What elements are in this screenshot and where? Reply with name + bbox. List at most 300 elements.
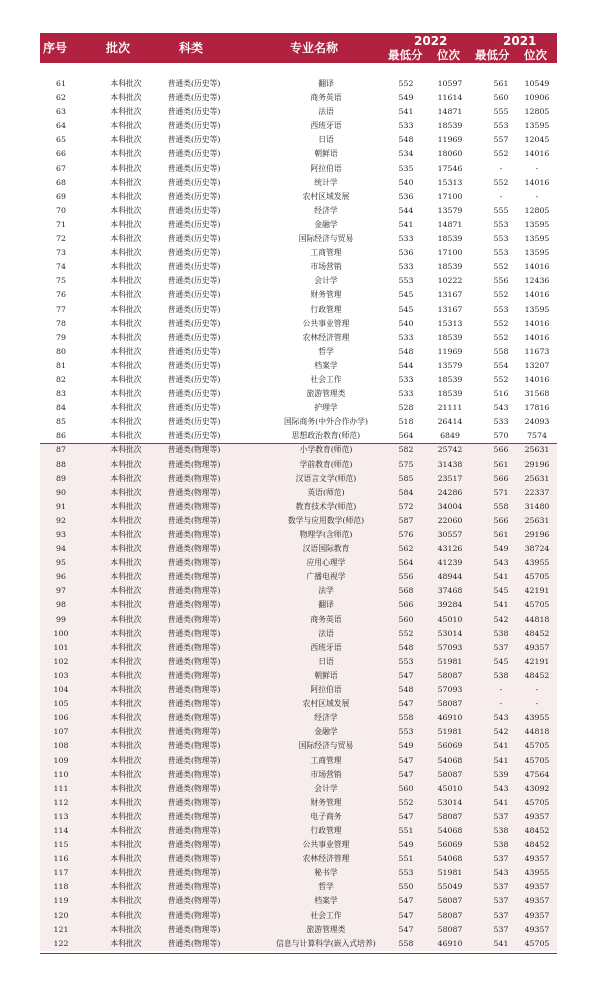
row-batch: 本科批次: [110, 107, 142, 117]
row-category: 普通类(物理等): [167, 699, 221, 709]
row-major: 翻译: [318, 600, 334, 610]
table-row: [40, 937, 557, 951]
row-rank-2021: 14016: [524, 290, 550, 300]
row-category: 普通类(物理等): [167, 825, 221, 835]
row-rank-2021: 25631: [524, 473, 550, 483]
row-min-score-2022: 560: [398, 614, 414, 624]
row-rank-2021: 49357: [524, 924, 550, 934]
row-min-score-2022: 534: [398, 149, 414, 159]
row-batch: 本科批次: [110, 882, 142, 892]
row-min-score-2021: 561: [493, 79, 509, 88]
table-row: [40, 486, 557, 500]
row-min-score-2021: 541: [493, 600, 509, 610]
row-batch: 本科批次: [110, 783, 142, 793]
row-index: 97: [56, 586, 66, 596]
row-major: 国际商务(中外合作办学): [283, 417, 369, 427]
row-min-score-2022: 547: [398, 769, 414, 779]
row-min-score-2022: 572: [398, 501, 414, 511]
row-min-score-2021: 558: [493, 501, 509, 511]
row-rank-2021: 14016: [524, 149, 550, 159]
row-min-score-2022: 547: [398, 670, 414, 680]
row-batch: 本科批次: [110, 304, 142, 314]
row-index: 112: [53, 797, 69, 807]
row-min-score-2021: 538: [493, 670, 509, 680]
row-major: 财务管理: [310, 797, 342, 807]
row-min-score-2022: 553: [398, 656, 414, 666]
row-category: 普通类(历史等): [167, 219, 221, 229]
row-rank-2021: 10549: [524, 79, 550, 88]
row-min-score-2021: 560: [493, 93, 509, 103]
row-min-score-2022: 552: [398, 628, 414, 638]
row-min-score-2022: 540: [398, 177, 414, 187]
row-category: 普通类(物理等): [167, 473, 221, 483]
row-rank-2022: 10222: [437, 276, 463, 286]
row-category: 普通类(历史等): [167, 135, 221, 145]
row-batch: 本科批次: [110, 572, 142, 582]
row-rank-2021: 17816: [524, 403, 550, 413]
table-row: [40, 443, 557, 457]
row-major: 英语(师范): [307, 487, 345, 497]
row-batch: 本科批次: [110, 797, 142, 807]
row-rank-2021: 25631: [524, 515, 550, 525]
row-min-score-2022: 547: [398, 699, 414, 709]
row-min-score-2022: 566: [398, 600, 414, 610]
row-category: 普通类(历史等): [167, 107, 221, 117]
row-rank-2022: 39284: [437, 600, 463, 610]
table-row: [40, 401, 557, 415]
row-batch: 本科批次: [110, 600, 142, 610]
row-rank-2022: 53014: [437, 628, 463, 638]
row-min-score-2021: 545: [493, 656, 509, 666]
row-min-score-2021: 538: [493, 840, 509, 850]
row-min-score-2022: 548: [398, 685, 414, 695]
row-major: 法语: [318, 107, 334, 117]
table-row: [40, 429, 557, 443]
row-category: 普通类(物理等): [167, 600, 221, 610]
row-rank-2021: 48452: [524, 670, 550, 680]
row-min-score-2022: 541: [398, 107, 414, 117]
row-rank-2022: 26414: [437, 417, 463, 427]
row-rank-2022: 58087: [437, 910, 463, 920]
row-index: 71: [56, 219, 66, 229]
row-rank-2022: 51981: [437, 868, 463, 878]
row-batch: 本科批次: [110, 628, 142, 638]
row-batch: 本科批次: [110, 191, 142, 201]
row-rank-2021: 48452: [524, 840, 550, 850]
row-category: 普通类(物理等): [167, 544, 221, 554]
row-category: 普通类(物理等): [167, 896, 221, 906]
row-min-score-2021: 566: [493, 473, 509, 483]
row-index: 90: [56, 487, 66, 497]
row-batch: 本科批次: [110, 389, 142, 399]
row-min-score-2021: 555: [493, 107, 509, 117]
row-min-score-2022: 533: [398, 121, 414, 131]
row-major: 法学: [318, 586, 334, 596]
row-rank-2022: 14871: [437, 219, 463, 229]
row-index: 113: [53, 811, 69, 821]
row-major: 信息与计算科学(嵌入式培养): [276, 938, 376, 948]
row-index: 87: [56, 445, 66, 455]
row-category: 普通类(物理等): [167, 530, 221, 539]
row-min-score-2022: 564: [398, 558, 414, 568]
row-min-score-2021: 537: [493, 811, 509, 821]
row-rank-2021: 48452: [524, 628, 550, 638]
row-category: 普通类(历史等): [167, 149, 221, 159]
row-rank-2022: 43126: [437, 544, 463, 554]
row-index: 83: [56, 389, 66, 399]
table-row: [40, 909, 557, 923]
row-major: 教育技术学(师范): [295, 501, 357, 511]
row-major: 国际经济与贸易: [298, 234, 354, 244]
row-batch: 本科批次: [110, 811, 142, 821]
table-row: [40, 514, 557, 528]
table-row: [40, 880, 557, 894]
row-min-score-2022: 548: [398, 642, 414, 652]
row-rank-2022: 13167: [437, 304, 463, 314]
row-min-score-2022: 528: [398, 403, 414, 413]
row-rank-2021: 14016: [524, 262, 550, 272]
row-min-score-2021: 552: [493, 332, 509, 342]
row-rank-2021: 38724: [524, 544, 550, 554]
row-rank-2022: 18539: [437, 389, 463, 399]
row-batch: 本科批次: [110, 825, 142, 835]
row-rank-2022: 58087: [437, 670, 463, 680]
row-min-score-2021: 541: [493, 755, 509, 765]
row-major: 会计学: [314, 276, 338, 286]
row-batch: 本科批次: [110, 135, 142, 145]
row-category: 普通类(历史等): [167, 248, 221, 258]
row-rank-2022: 58087: [437, 811, 463, 821]
row-major: 西班牙语: [310, 121, 342, 131]
row-major: 行政管理: [310, 825, 342, 835]
row-min-score-2021: 537: [493, 642, 509, 652]
row-rank-2022: 11969: [437, 346, 463, 356]
row-major: 公共事业管理: [302, 840, 350, 850]
row-rank-2022: 53014: [437, 797, 463, 807]
row-rank-2021: 49357: [524, 854, 550, 864]
row-rank-2021: 10906: [524, 93, 550, 103]
row-category: 普通类(历史等): [167, 191, 221, 201]
row-index: 81: [56, 360, 66, 370]
row-min-score-2021: 552: [493, 177, 509, 187]
row-rank-2022: 11614: [437, 93, 463, 103]
row-index: 68: [56, 177, 66, 187]
row-min-score-2022: 533: [398, 262, 414, 272]
table-row: [40, 641, 557, 655]
row-rank-2021: 12805: [524, 107, 550, 117]
table-row: [40, 528, 557, 542]
row-rank-2021: 13595: [524, 121, 550, 131]
row-major: 财务管理: [310, 290, 342, 300]
row-category: 普通类(历史等): [167, 290, 221, 300]
row-min-score-2021: 552: [493, 290, 509, 300]
table-row: [40, 190, 557, 204]
row-min-score-2021: 553: [493, 234, 509, 244]
table-row: [40, 303, 557, 317]
row-major: 档案学: [314, 360, 338, 370]
table-row: [40, 824, 557, 838]
row-batch: 本科批次: [110, 262, 142, 272]
row-major: 法语: [318, 628, 334, 638]
row-batch: 本科批次: [110, 290, 142, 300]
row-min-score-2022: 587: [398, 515, 414, 525]
row-category: 普通类(历史等): [167, 276, 221, 286]
row-batch: 本科批次: [110, 93, 142, 103]
table-row: [40, 655, 557, 669]
row-category: 普通类(物理等): [167, 445, 221, 455]
row-major: 商务英语: [310, 614, 342, 624]
row-min-score-2022: 553: [398, 868, 414, 878]
row-min-score-2022: 564: [398, 431, 414, 441]
row-min-score-2021: 566: [493, 515, 509, 525]
row-rank-2022: 56069: [437, 741, 463, 751]
row-min-score-2022: 547: [398, 924, 414, 934]
row-rank-2021: 14016: [524, 318, 550, 328]
row-min-score-2021: 539: [493, 769, 509, 779]
row-major: 经济学: [314, 713, 338, 723]
row-rank-2021: -: [535, 699, 539, 709]
row-category: 普通类(物理等): [167, 501, 221, 511]
row-min-score-2021: 537: [493, 854, 509, 864]
row-category: 普通类(物理等): [167, 783, 221, 793]
row-category: 普通类(物理等): [167, 741, 221, 751]
header-index: 序号: [43, 41, 68, 55]
row-batch: 本科批次: [110, 205, 142, 215]
row-major: 日语: [318, 656, 334, 666]
row-min-score-2022: 533: [398, 389, 414, 399]
row-batch: 本科批次: [110, 755, 142, 765]
row-rank-2021: 49357: [524, 882, 550, 892]
header-rank-2021: 位次: [524, 48, 547, 62]
row-rank-2022: 22060: [437, 515, 463, 525]
table-row: [40, 500, 557, 514]
row-batch: 本科批次: [110, 656, 142, 666]
row-major: 工商管理: [310, 248, 342, 258]
row-major: 国际经济与贸易: [298, 741, 354, 751]
row-index: 101: [53, 642, 69, 652]
table-bottom-rule: [40, 953, 557, 954]
row-min-score-2022: 545: [398, 304, 414, 314]
row-index: 105: [53, 699, 69, 709]
row-batch: 本科批次: [110, 332, 142, 342]
row-major: 市场营销: [310, 769, 342, 779]
row-category: 普通类(物理等): [167, 586, 221, 596]
row-rank-2021: 12045: [524, 135, 550, 145]
row-rank-2022: 58087: [437, 924, 463, 934]
row-major: 学前教育(师范): [299, 459, 353, 469]
row-category: 普通类(物理等): [167, 755, 221, 765]
row-major: 农林经济管理: [302, 854, 350, 864]
row-batch: 本科批次: [110, 854, 142, 864]
row-major: 社会工作: [310, 910, 342, 920]
row-rank-2021: 43955: [524, 868, 550, 878]
table-header: [40, 33, 557, 63]
row-min-score-2022: 547: [398, 896, 414, 906]
row-category: 普通类(历史等): [167, 234, 221, 244]
row-min-score-2021: 561: [493, 459, 509, 469]
row-rank-2021: 43955: [524, 558, 550, 568]
table-row: [40, 133, 557, 147]
row-major: 秘书学: [314, 868, 338, 878]
row-rank-2021: 49357: [524, 910, 550, 920]
row-min-score-2021: 543: [493, 713, 509, 723]
table-row: [40, 246, 557, 260]
row-batch: 本科批次: [110, 473, 142, 483]
row-min-score-2021: 516: [493, 389, 509, 399]
row-index: 106: [53, 713, 69, 723]
row-category: 普通类(物理等): [167, 854, 221, 864]
row-batch: 本科批次: [110, 149, 142, 159]
row-min-score-2021: 557: [493, 135, 509, 145]
row-rank-2021: 45705: [524, 600, 550, 610]
row-rank-2022: 13579: [437, 360, 463, 370]
row-index: 121: [53, 924, 69, 934]
row-batch: 本科批次: [110, 501, 142, 511]
row-min-score-2022: 535: [398, 163, 414, 173]
table-row: [40, 711, 557, 725]
row-index: 92: [56, 515, 66, 525]
table-row: [40, 288, 557, 302]
table-row: [40, 627, 557, 641]
row-index: 122: [53, 938, 69, 948]
row-batch: 本科批次: [110, 431, 142, 441]
row-min-score-2021: 543: [493, 868, 509, 878]
row-min-score-2021: 553: [493, 219, 509, 229]
row-major: 小学教育(师范): [299, 445, 353, 455]
table-row: [40, 697, 557, 711]
row-batch: 本科批次: [110, 459, 142, 469]
row-index: 63: [56, 107, 66, 117]
row-index: 67: [56, 163, 66, 173]
row-min-score-2021: 545: [493, 586, 509, 596]
row-category: 普通类(物理等): [167, 572, 221, 582]
table-row: [40, 739, 557, 753]
row-rank-2021: 43955: [524, 713, 550, 723]
row-category: 普通类(物理等): [167, 797, 221, 807]
table-row: [40, 147, 557, 161]
row-category: 普通类(历史等): [167, 304, 221, 314]
row-min-score-2021: 556: [493, 276, 509, 286]
row-min-score-2022: 553: [398, 276, 414, 286]
row-rank-2022: 18539: [437, 374, 463, 384]
row-index: 120: [53, 910, 69, 920]
row-category: 普通类(历史等): [167, 93, 221, 103]
row-rank-2022: 58087: [437, 699, 463, 709]
row-rank-2021: 12805: [524, 205, 550, 215]
row-min-score-2021: 543: [493, 558, 509, 568]
row-major: 电子商务: [310, 811, 342, 821]
row-rank-2021: 14016: [524, 332, 550, 342]
row-batch: 本科批次: [110, 360, 142, 370]
row-index: 74: [56, 262, 66, 272]
row-min-score-2021: 541: [493, 741, 509, 751]
row-index: 80: [56, 346, 66, 356]
header-batch: 批次: [106, 41, 131, 55]
row-rank-2022: 55049: [437, 882, 463, 892]
row-category: 普通类(物理等): [167, 868, 221, 878]
table-row: [40, 345, 557, 359]
row-rank-2021: 31480: [524, 501, 550, 511]
row-category: 普通类(物理等): [167, 656, 221, 666]
row-rank-2022: 13579: [437, 205, 463, 215]
row-rank-2022: 46910: [437, 938, 463, 948]
row-index: 66: [56, 149, 66, 159]
row-category: 普通类(物理等): [167, 882, 221, 892]
row-major: 日语: [318, 135, 334, 145]
row-rank-2022: 34004: [437, 501, 463, 511]
row-batch: 本科批次: [110, 670, 142, 680]
row-major: 农林经济管理: [302, 332, 350, 342]
row-rank-2022: 54068: [437, 755, 463, 765]
row-batch: 本科批次: [110, 938, 142, 948]
row-index: 95: [56, 558, 66, 568]
row-rank-2021: 43092: [524, 783, 550, 793]
row-major: 经济学: [314, 205, 338, 215]
row-rank-2022: 6849: [440, 431, 460, 441]
table-row: [40, 176, 557, 190]
row-min-score-2022: 576: [398, 530, 414, 539]
table-row: [40, 782, 557, 796]
table-row: [40, 923, 557, 937]
table-row: [40, 77, 557, 91]
row-min-score-2022: 544: [398, 205, 414, 215]
row-min-score-2021: 542: [493, 727, 509, 737]
section-divider: [40, 443, 557, 444]
row-rank-2022: 48944: [437, 572, 463, 582]
row-min-score-2022: 533: [398, 374, 414, 384]
row-index: 94: [56, 544, 66, 554]
row-min-score-2021: 543: [493, 403, 509, 413]
row-rank-2021: 42191: [524, 586, 550, 596]
row-batch: 本科批次: [110, 445, 142, 455]
row-index: 86: [56, 431, 66, 441]
row-rank-2022: 14871: [437, 107, 463, 117]
table-row: [40, 584, 557, 598]
row-category: 普通类(历史等): [167, 374, 221, 384]
row-major: 农村区域发展: [302, 699, 350, 709]
header-rank-2022: 位次: [437, 48, 460, 62]
table-row: [40, 613, 557, 627]
row-index: 93: [56, 530, 66, 539]
row-min-score-2021: -: [499, 699, 503, 709]
row-category: 普通类(物理等): [167, 727, 221, 737]
row-batch: 本科批次: [110, 346, 142, 356]
row-min-score-2021: 570: [493, 431, 509, 441]
row-rank-2021: 22337: [524, 487, 550, 497]
row-rank-2021: 7574: [527, 431, 547, 441]
row-batch: 本科批次: [110, 896, 142, 906]
row-min-score-2022: 556: [398, 572, 414, 582]
header-major: 专业名称: [290, 41, 339, 55]
table-row: [40, 204, 557, 218]
row-batch: 本科批次: [110, 234, 142, 244]
row-min-score-2022: 558: [398, 938, 414, 948]
row-min-score-2022: 552: [398, 797, 414, 807]
row-category: 普通类(物理等): [167, 487, 221, 497]
row-major: 商务英语: [310, 93, 342, 103]
row-index: 103: [53, 670, 69, 680]
row-major: 工商管理: [310, 755, 342, 765]
row-rank-2022: 11969: [437, 135, 463, 145]
row-major: 金融学: [314, 727, 338, 737]
table-row: [40, 725, 557, 739]
row-min-score-2022: 547: [398, 910, 414, 920]
row-major: 翻译: [318, 79, 334, 88]
row-min-score-2022: 533: [398, 234, 414, 244]
row-rank-2022: 57093: [437, 642, 463, 652]
row-major: 阿拉伯语: [310, 163, 342, 173]
row-index: 119: [53, 896, 69, 906]
